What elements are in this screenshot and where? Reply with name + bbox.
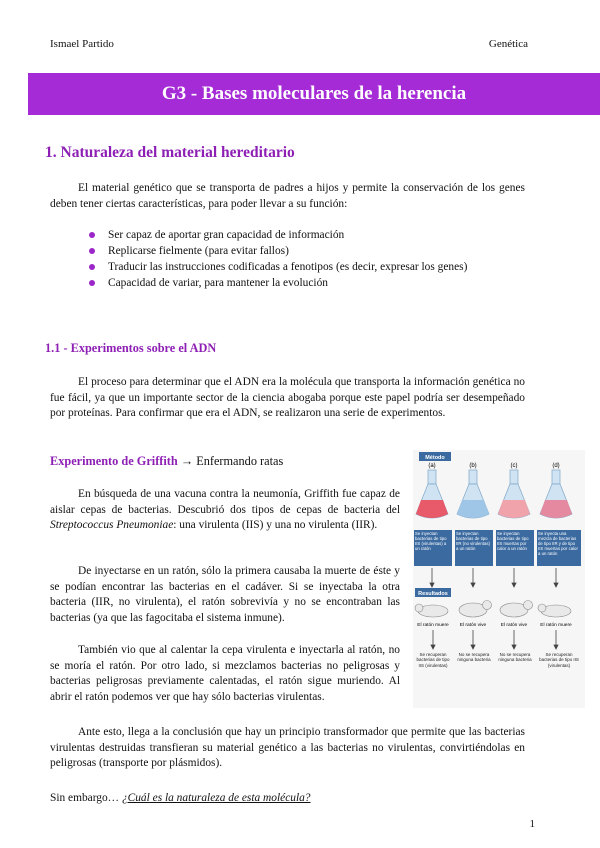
outcome-c: El ratón vive — [500, 623, 528, 628]
recovered-b: No se recupera ninguna bacteria — [457, 652, 491, 663]
arrow-icon: → — [180, 454, 194, 468]
mouse-a — [415, 604, 448, 617]
recovered-d: Se recuperan bacterias de tipo IIS (virulentas) — [539, 652, 579, 668]
list-item: Replicarse fielmente (para evitar fallos) — [88, 243, 467, 259]
header-author: Ismael Partido — [50, 38, 114, 50]
outcome-d: El ratón muere — [540, 623, 572, 628]
panel-c-label: (c) — [510, 463, 518, 469]
method-label: Método — [425, 455, 445, 461]
results-label: Resultados — [418, 591, 448, 597]
arrows-down — [430, 568, 558, 587]
question-text: ¿Cuál es la naturaleza de esta molécula? — [121, 792, 311, 804]
method-box-b: Se inyectan bacterias de tipo IIR (no virulentas) a un ratón — [455, 530, 493, 566]
recovered-a: Se recuperan bacterias de tipo IIS (virulentas) — [416, 652, 450, 668]
method-box-d: Se inyecta una mezcla de bacterias de tipo IIR y de tipo IIS muertas por calor a un ratón — [537, 530, 581, 566]
griffith-diagram — [413, 450, 585, 708]
panel-d-label: (d) — [552, 463, 560, 469]
bullet-icon — [89, 280, 95, 286]
griffith-figure — [413, 450, 585, 708]
panel-a-label: (a) — [428, 463, 436, 469]
outcome-a: El ratón muere — [417, 623, 449, 628]
list-item: Traducir las instrucciones codificadas a fenotipos (es decir, expresar los genes) — [88, 259, 467, 275]
flask-d — [540, 470, 572, 518]
intro-paragraph: El material genético que se transporta de padres a hijos y permite la conservación de los genes deben tener ciertas características, para poder llevar a su función: — [50, 182, 525, 210]
outcome-b: El ratón vive — [459, 623, 487, 628]
list-item: Ser capaz de aportar gran capacidad de información — [88, 227, 467, 243]
bullet-icon — [89, 232, 95, 238]
title-banner — [28, 73, 600, 115]
griffith-paragraph-1: En búsqueda de una vacuna contra la neumonía, Griffith fue capaz de aislar cepas de bacterias. Descubrió dos tipos de cepas de bacteria del Streptococcus Pneumoniae: una virulenta (IIS) y una no virulenta (IIR). — [50, 488, 400, 532]
bullet-icon — [89, 248, 95, 254]
flask-a — [416, 470, 448, 518]
griffith-paragraph-3: También vio que al calentar la cepa virulenta e inyectarla al ratón, no se moría el ratón. Por otro lado, si mezclamos bacterias no peligrosas y bacterias peligrosas previamente calentadas, el ratón sigue muriendo. Al abrir el ratón podemos ver que hay sólo bacterias virulentas. — [50, 644, 400, 703]
mouse-b — [459, 601, 492, 618]
mouse-d — [538, 604, 571, 617]
requirements-list — [88, 227, 467, 291]
method-box-a: Se inyectan bacterias de tipo IIS (virulentas) a un ratón — [414, 530, 452, 566]
conclusion-paragraph: Ante esto, llega a la conclusión que hay un principio transformador que permite que las bacterias virulentas destruidas transfieran su material genético a las bacterias no virulentas, convirtiéndolas en peligrosas (transporte por plásmidos). — [50, 726, 525, 770]
bullet-icon — [89, 264, 95, 270]
griffith-subtitle: Enfermando ratas — [196, 454, 284, 468]
panel-b-label: (b) — [469, 463, 477, 469]
experiments-paragraph: El proceso para determinar que el ADN era la molécula que transporta la información genética no fue fácil, ya que un importante sector de la ciencia abogaba porque este papel podría ser desempeñado por proteínas. Para confirmar que era el ADN, se realizaron una serie de experimentos. — [50, 376, 525, 420]
page-number: 1 — [529, 818, 535, 830]
page-title: G3 - Bases moleculares de la herencia — [161, 83, 467, 104]
arrows-down-2 — [431, 630, 558, 649]
griffith-paragraph-2: De inyectarse en un ratón, sólo la primera causaba la muerte de éste y se podían encontrar las bacterias en el cadáver. Si se inyectaba la otra bacteria (IIR, no virulenta), el ratón sobrevivía y no se encontraban las bacterias (ya que las fagocitaba el sistema inmune). — [50, 565, 400, 624]
flask-c — [498, 470, 530, 518]
question-line: Sin embargo… ¿Cuál es la naturaleza de esta molécula? — [50, 792, 311, 804]
section-heading-1: 1. Naturaleza del material hereditario — [45, 144, 295, 161]
mouse-c — [500, 601, 533, 618]
griffith-title: Experimento de Griffith — [50, 454, 178, 468]
section-heading-1-1: 1.1 - Experimentos sobre el ADN — [45, 341, 217, 355]
flask-b — [457, 470, 489, 518]
species-name: Streptococcus Pneumoniae — [50, 519, 174, 532]
griffith-heading — [50, 454, 283, 469]
method-box-c: Se inyectan bacterias de tipo IIS muertas por calor a un ratón — [496, 530, 534, 566]
recovered-c: No se recupera ninguna bacteria — [498, 652, 532, 663]
list-item: Capacidad de variar, para mantener la evolución — [88, 275, 467, 291]
header-subject: Genética — [488, 38, 528, 50]
